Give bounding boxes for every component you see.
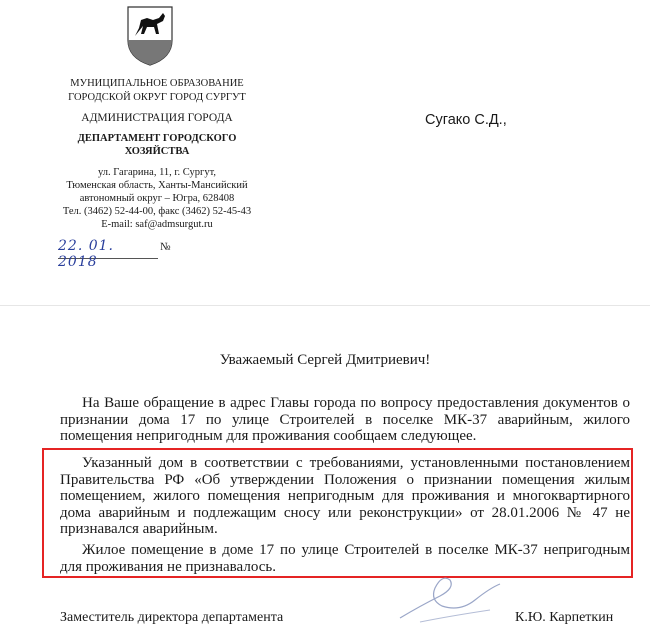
date-field	[58, 238, 158, 270]
highlight-box	[42, 448, 633, 578]
number-label: №	[160, 241, 171, 253]
body-paragraph-1: На Ваше обращение в адрес Главы города по вопросу предоставления документов о признании дома 17 по улице Строителей в поселке МК-37 аварийным, жилого помещения непригодным для проживания сообщаем следующее.	[60, 395, 630, 445]
address-line1: ул. Гагарина, 11, г. Сургут,	[97, 167, 217, 178]
phone-fax: Тел. (3462) 52-44-00, факс (3462) 52-45-43	[62, 206, 252, 217]
address-line2: Тюменская область, Ханты-Мансийский	[66, 180, 248, 191]
department-title-line1: ДЕПАРТАМЕНТ ГОРОДСКОГО	[77, 133, 237, 144]
signer-name: К.Ю. Карпеткин	[515, 610, 614, 625]
address-line3: автономный округ – Югра, 628408	[79, 193, 235, 204]
org-name-line1: МУНИЦИПАЛЬНОЕ ОБРАЗОВАНИЕ	[70, 78, 244, 89]
addressee: Сугако С.Д.,	[425, 112, 507, 128]
department-title-line2: ХОЗЯЙСТВА	[124, 146, 190, 157]
signature-scribble	[380, 566, 530, 626]
org-name-line2: ГОРОДСКОЙ ОКРУГ ГОРОД СУРГУТ	[68, 92, 246, 103]
handwritten-date: 22. 01. 2018	[58, 238, 114, 270]
scan-artifact-line	[0, 305, 650, 306]
surgut-crest-icon	[127, 6, 173, 66]
salutation: Уважаемый Сергей Дмитриевич!	[219, 352, 431, 368]
signer-title: Заместитель директора департамента	[60, 610, 284, 625]
email: E-mail: saf@admsurgut.ru	[101, 219, 213, 230]
administration-title: АДМИНИСТРАЦИЯ ГОРОДА	[81, 112, 233, 124]
body-paragraph-3: Жилое помещение в доме 17 по улице Строителей в поселке МК-37 непригодным для проживания не признавалось.	[60, 542, 630, 575]
body-paragraph-2: Указанный дом в соответствии с требованиями, установленными постановлением Правительства РФ «Об утверждении Положения о признании помещения жилым помещением, жилого помещения непригодным для проживания и многоквартирного дома аварийным и подлежащим сносу или реконструкции» от 28.01.2006 № 47 не признавался аварийным.	[60, 455, 630, 538]
